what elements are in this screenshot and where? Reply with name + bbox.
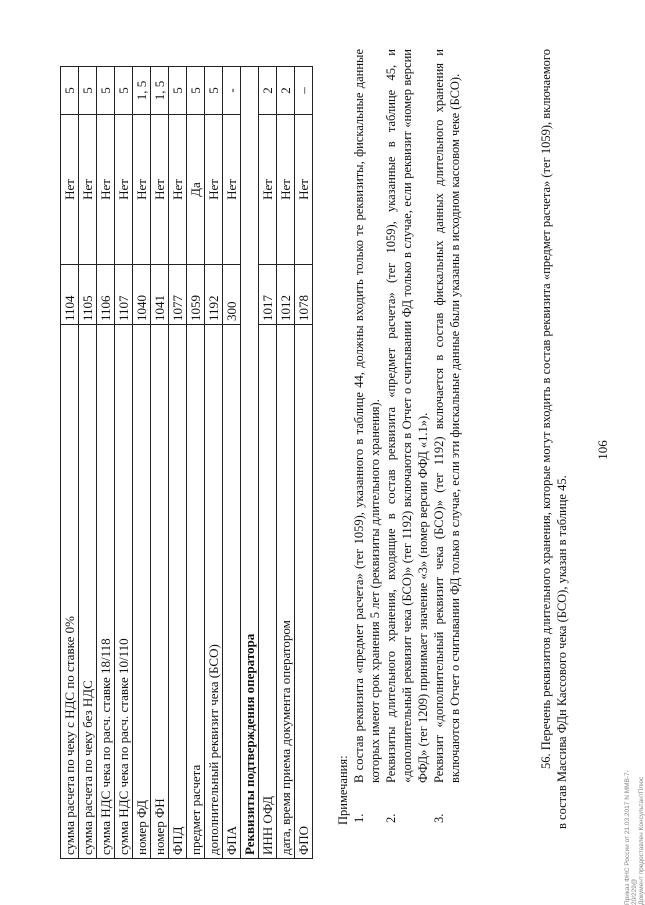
requisite-flag: Нет [115,115,133,265]
requisite-tag: 1012 [277,265,295,325]
table-row [97,67,115,859]
source-stamp [624,745,645,905]
requisite-name: ФПД [169,325,187,859]
requisite-name: сумма расчета по чеку без НДС [79,325,97,859]
note-text: Реквизит «дополнительный реквизит чека (БСО)» (тег 1192) включается в состав фискальных данных длительного хранения и включаются в Отчет о считывании ФД только в случае, если эти фискальные данные были указаны в исходном кассовом чеке (БСО). [432,49,462,783]
note-number: 1. [352,813,366,823]
requisite-tag: 1105 [79,265,97,325]
table-row [295,67,313,859]
requisite-tag: 1077 [169,265,187,325]
table-row [187,67,205,859]
requisite-name: ФПА [223,325,241,859]
requisite-name: дополнительный реквизит чека (БСО) [205,325,223,859]
table-row [61,67,79,859]
table-row [223,67,241,859]
requisite-name: ФПО [295,325,313,859]
requisite-note-ref: – [295,67,313,115]
requisite-name: номер ФН [151,325,169,859]
note-number: 3. [432,813,446,823]
requisite-name: дата, время приема документа оператором [277,325,295,859]
requisite-tag: 1041 [151,265,169,325]
table-row [169,67,187,859]
stamp-line: Приказ ФНС России от 21.03.2017 N ММВ-7-20/229@ [624,770,638,905]
notes-block [335,49,463,825]
paragraph-56: 56. Перечень реквизитов длительного хранения, которые могут входить в состав реквизита «предмет расчета» (тег 1059), включаемого в состав Массива ФДн Кассового чека (БСО), указан в таблице 45. [539,49,569,829]
requisite-name: сумма НДС чека по расч. ставке 18/118 [97,325,115,859]
note-text: Реквизиты длительного хранения, входящие в состав реквизита «предмет расчета» (тег 1059), указанные в таблице 45, и «дополнительный реквизит чека (БСО)» (тег 1192) включаются в Отчет о считывании ФД только в случае, если реквизит «номер версии ФФД» (тег 1209) принимает значение «3» (номер версии ФФД «1.1»). [384,49,430,783]
requisites-table-body [61,67,313,859]
requisites-table [60,66,313,859]
requisite-note-ref: 1, 5 [133,67,151,115]
table-row [205,67,223,859]
notes-heading: Примечания: [336,755,350,825]
requisite-tag: 1104 [61,265,79,325]
note-item [431,49,463,825]
table-row [115,67,133,859]
requisite-tag: 1017 [259,265,277,325]
requisite-tag: 1192 [205,265,223,325]
note-item [351,49,383,825]
requisite-note-ref: 2 [277,67,295,115]
requisite-name: сумма НДС чека по расч. ставке 10/110 [115,325,133,859]
table-row [259,67,277,859]
requisite-note-ref: 1, 5 [151,67,169,115]
requisite-name: предмет расчета [187,325,205,859]
section-title: Реквизиты подтверждения оператора [241,67,259,859]
requisite-flag: Нет [61,115,79,265]
requisite-tag: 1107 [115,265,133,325]
note-number: 2. [384,813,398,823]
requisite-flag: Нет [205,115,223,265]
table-row [277,67,295,859]
requisite-flag: Да [187,115,205,265]
page-number: 106 [595,440,610,460]
requisite-note-ref: 5 [169,67,187,115]
requisite-name: сумма расчета по чеку с НДС по ставке 0% [61,325,79,859]
requisite-flag: Нет [133,115,151,265]
table-row [151,67,169,859]
requisite-note-ref: 5 [79,67,97,115]
stamp-line: Документ предоставлен КонсультантПлюс [638,776,645,905]
requisite-flag: Нет [259,115,277,265]
requisite-flag: Нет [97,115,115,265]
requisite-tag: 1106 [97,265,115,325]
requisite-flag: Нет [79,115,97,265]
note-text: В состав реквизита «предмет расчета» (тег 1059), указанного в таблице 44, должны входить только те реквизиты, фискальные данные которых имеют срок хранения 5 лет (реквизиты длительного хранения). [352,49,382,783]
note-item [383,49,431,825]
requisite-note-ref: 5 [97,67,115,115]
requisite-note-ref: 5 [205,67,223,115]
requisite-flag: Нет [223,115,241,265]
requisite-flag: Нет [151,115,169,265]
requisite-tag: 1059 [187,265,205,325]
requisite-note-ref: - [223,67,241,115]
requisite-flag: Нет [295,115,313,265]
requisite-name: номер ФД [133,325,151,859]
table-section-row [241,67,259,859]
requisite-tag: 1040 [133,265,151,325]
requisite-note-ref: 5 [187,67,205,115]
requisite-tag: 1078 [295,265,313,325]
requisite-flag: Нет [277,115,295,265]
requisite-name: ИНН ОФД [259,325,277,859]
requisite-note-ref: 2 [259,67,277,115]
requisite-tag: 300 [223,265,241,325]
requisite-flag: Нет [169,115,187,265]
table-row [79,67,97,859]
requisite-note-ref: 5 [115,67,133,115]
requisite-note-ref: 5 [61,67,79,115]
table-row [133,67,151,859]
